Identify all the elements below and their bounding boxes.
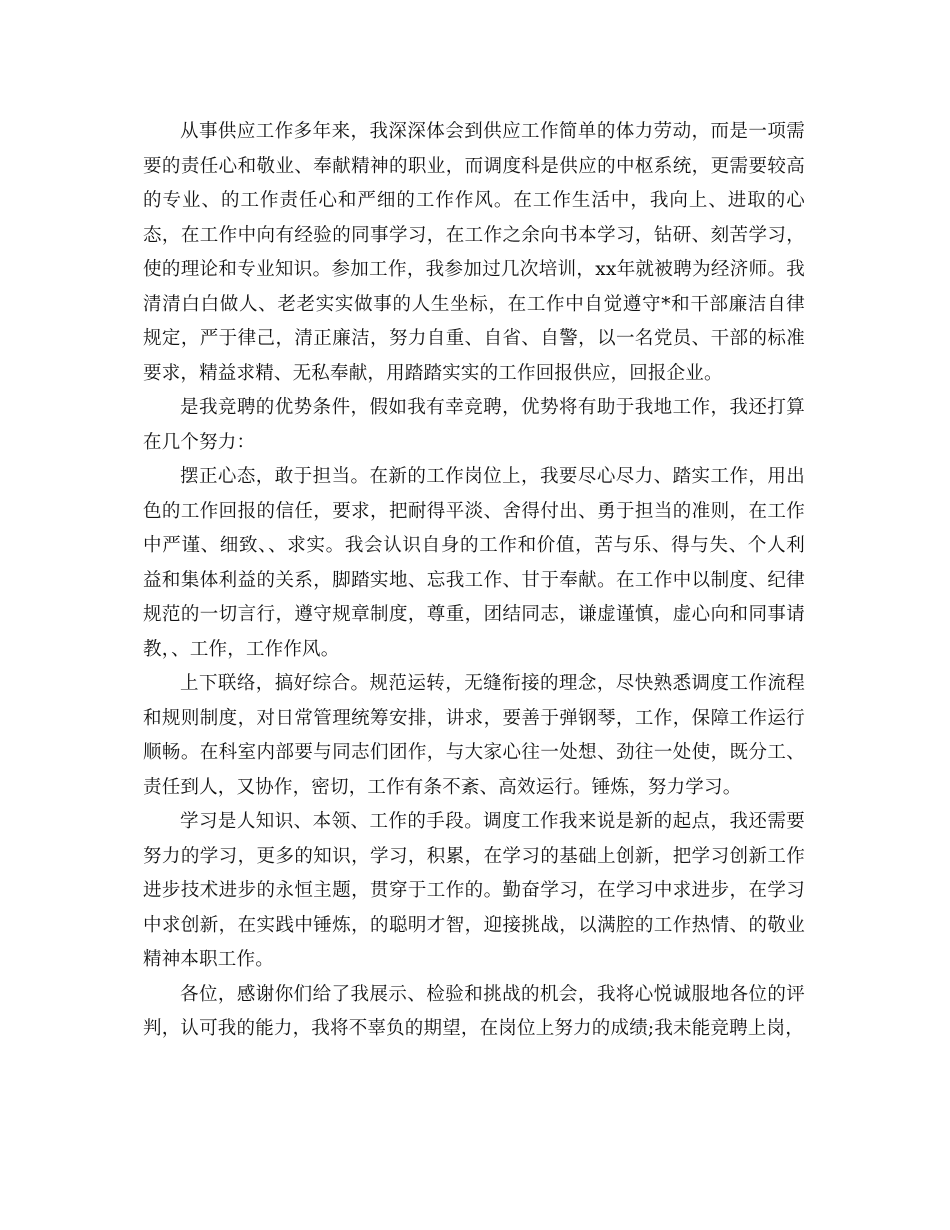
- paragraph-2: 是我竞聘的优势条件，假如我有幸竞聘，优势将有助于我地工作，我还打算在几个努力：: [143, 397, 805, 453]
- document-body: [143, 115, 805, 1047]
- paragraph-1: 从事供应工作多年来，我深深体会到供应工作简单的体力劳动，而是一项需要的责任心和敬业、奉献精神的职业，而调度科是供应的中枢系统，更需要较高的专业、的工作责任心和严细的工作作风。在工作生活中，我向上、进取的心态，在工作中向有经验的同事学习，在工作之余向书本学习，钻研、刻苦学习，使的理论和专业知识。参加工作，我参加过几次培训，xx年就被聘为经济师。我清清白白做人、老老实实做事的人生坐标，在工作中自觉遵守*和干部廉洁自律规定，严于律己，清正廉洁，努力自重、自省、自警，以一名党员、干部的标准要求，精益求精、无私奉献，用踏踏实实的工作回报供应，回报企业。: [143, 121, 805, 384]
- paragraph-5: 学习是人知识、本领、工作的手段。调度工作我来说是新的起点，我还需要努力的学习，更多的知识，学习，积累，在学习的基础上创新，把学习创新工作进步技术进步的永恒主题，贯穿于工作的。勤奋学习，在学习中求进步，在学习中求创新，在实践中锤炼，的聪明才智，迎接挑战，以满腔的工作热情、的敬业精神本职工作。: [143, 811, 805, 970]
- paragraph-4: 上下联络，搞好综合。规范运转，无缝衔接的理念，尽快熟悉调度工作流程和规则制度，对日常管理统筹安排，讲求，要善于弹钢琴，工作，保障工作运行顺畅。在科室内部要与同志们团作，与大家心往一处想、劲往一处使，既分工、责任到人，又协作，密切，工作有条不紊、高效运行。锤炼，努力学习。: [143, 673, 805, 798]
- paragraph-3: 摆正心态，敢于担当。在新的工作岗位上，我要尽心尽力、踏实工作，用出色的工作回报的信任，要求，把耐得平淡、舍得付出、勇于担当的准则，在工作中严谨、细致、、求实。我会认识自身的工作和价值，苦与乐、得与失、个人利益和集体利益的关系，脚踏实地、忘我工作、甘于奉献。在工作中以制度、纪律规范的一切言行，遵守规章制度，尊重，团结同志，谦虚谨慎，虚心向和同事请教，、工作，工作作风。: [143, 466, 805, 660]
- paragraph-6: 各位，感谢你们给了我展示、检验和挑战的机会，我将心悦诚服地各位的评判，认可我的能力，我将不辜负的期望，在岗位上努力的成绩;我未能竞聘上岗，: [143, 983, 805, 1039]
